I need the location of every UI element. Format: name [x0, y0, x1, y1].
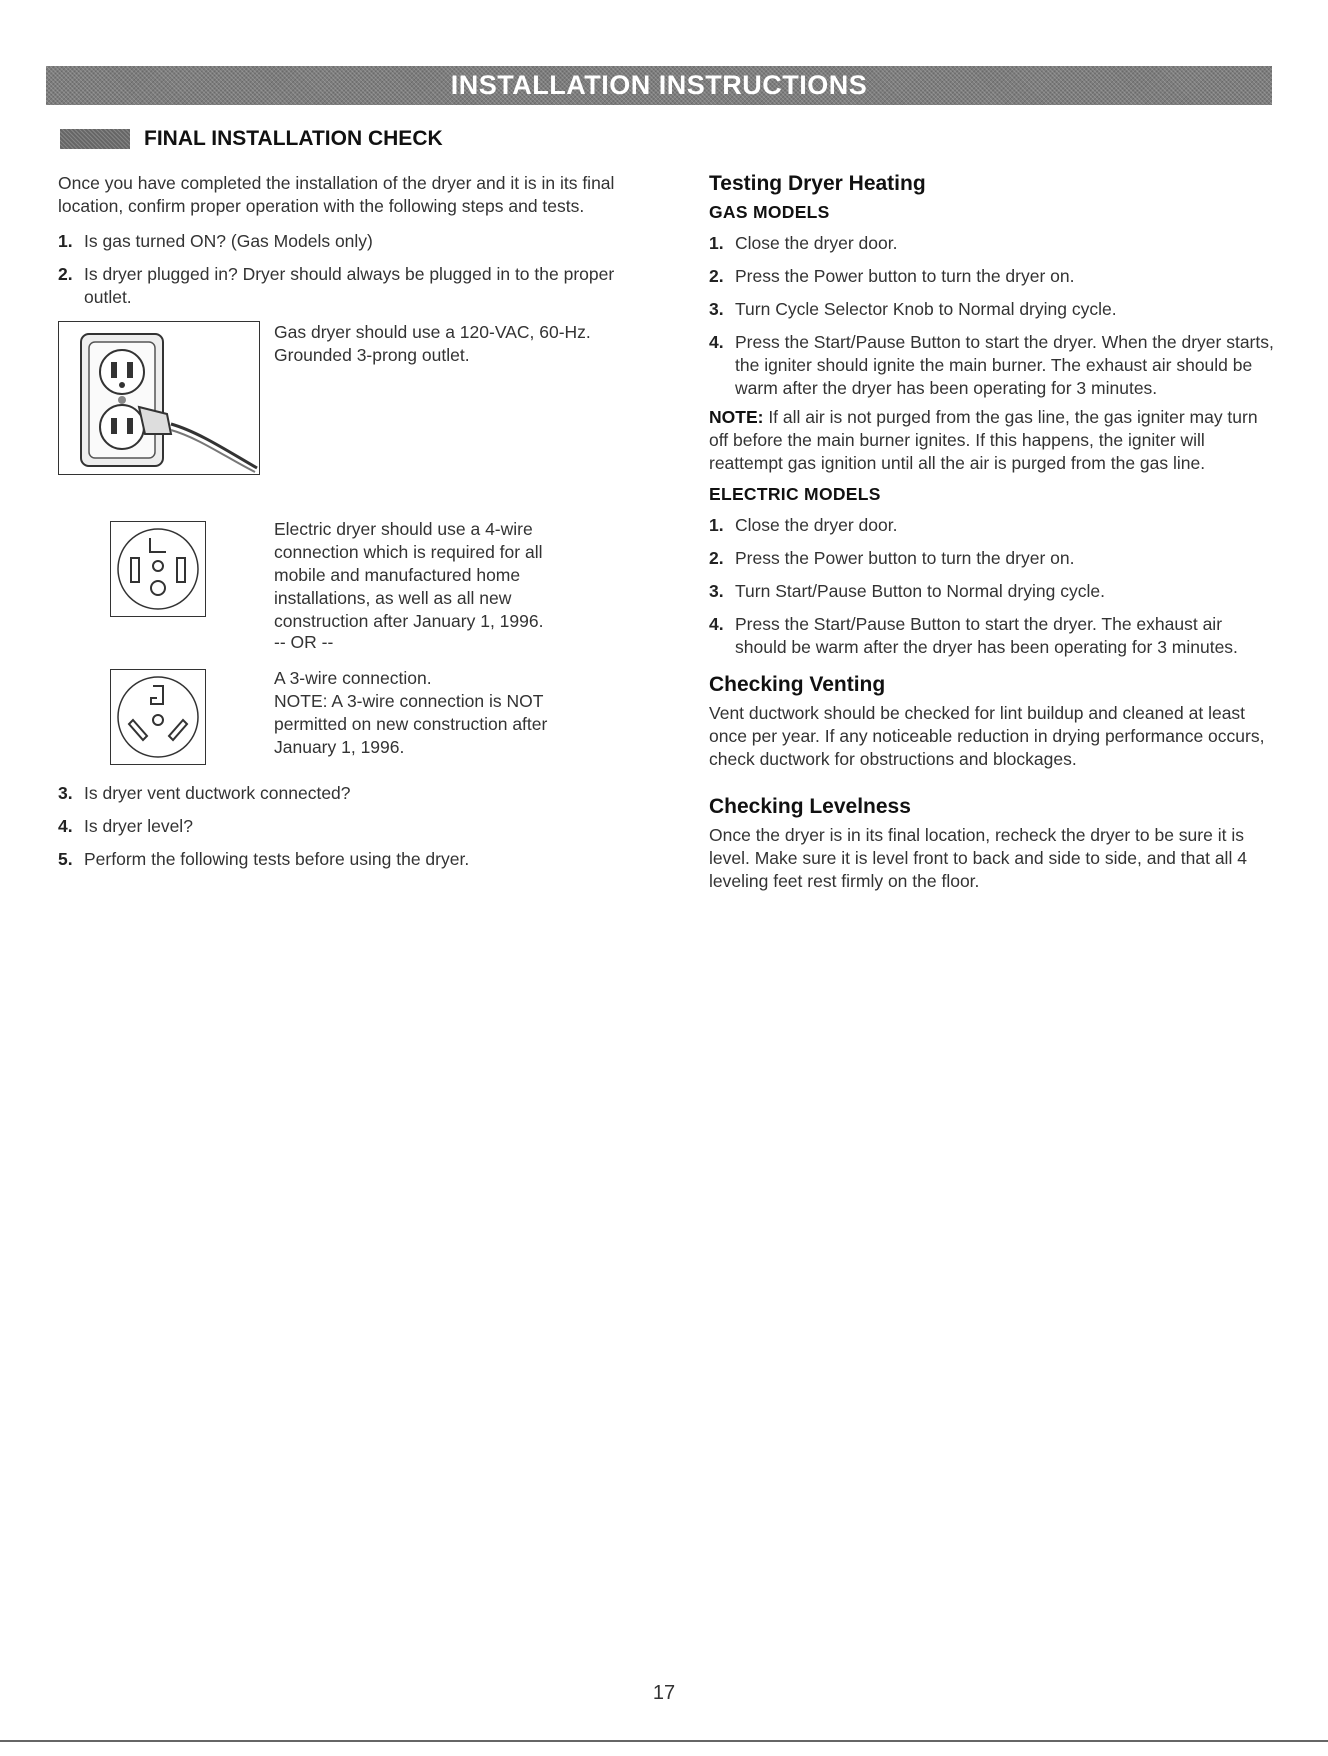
step-number: 1. [58, 231, 73, 251]
three-wire-receptacle-illustration [110, 669, 206, 765]
list-item [709, 232, 1274, 255]
list-item [709, 265, 1274, 288]
note-text: If all air is not purged from the gas line, the gas igniter may turn off before the main burner ignites. If this happens, the igniter will reattempt gas ignition until all the air is purged from the gas line. [709, 407, 1258, 473]
note-label: NOTE: [709, 407, 764, 427]
step-text: Close the dryer door. [735, 233, 898, 253]
gas-models-title: GAS MODELS [709, 202, 830, 222]
electric-3wire-block [274, 667, 584, 759]
list-item [58, 263, 618, 309]
step-text: Is dryer plugged in? Dryer should always be plugged in to the proper outlet. [84, 264, 615, 307]
gas-steps [709, 232, 1274, 400]
list-item [709, 547, 1274, 570]
checking-levelness-title: Checking Levelness [709, 795, 911, 818]
three-wire-receptacle-icon [111, 670, 205, 764]
step-text: Press the Start/Pause Button to start the dryer. The exhaust air should be warm after the dryer has been operating for 3 minutes. [735, 614, 1238, 657]
section-header [60, 127, 443, 151]
banner-title: INSTALLATION INSTRUCTIONS [450, 70, 868, 100]
section-title: FINAL INSTALLATION CHECK [144, 127, 443, 150]
bottom-rule [0, 1740, 1328, 1742]
electric-4wire-text: Electric dryer should use a 4-wire connection which is required for all mobile and manufactured home installations, as well as all new construction after January 1, 1996. [274, 519, 544, 631]
electric-models-title: ELECTRIC MODELS [709, 484, 881, 504]
list-item [58, 815, 618, 838]
checking-venting-title: Checking Venting [709, 673, 886, 696]
step-text: Is dryer level? [84, 816, 193, 836]
step-number: 2. [709, 266, 724, 286]
step-number: 4. [709, 614, 724, 634]
step-number: 5. [58, 849, 73, 869]
or-separator: -- OR -- [274, 632, 334, 652]
step-text: Press the Power button to turn the dryer on. [735, 266, 1075, 286]
step-number: 1. [709, 233, 724, 253]
step-number: 4. [58, 816, 73, 836]
four-wire-receptacle-illustration [110, 521, 206, 617]
list-item [58, 782, 618, 805]
step-number: 3. [709, 299, 724, 319]
list-item [709, 331, 1274, 400]
outlet-plug-icon [59, 322, 259, 474]
section-bar-decoration [60, 129, 130, 149]
four-wire-receptacle-icon [111, 522, 205, 616]
step-text: Turn Start/Pause Button to Normal drying cycle. [735, 581, 1105, 601]
electric-3wire-note: NOTE: A 3-wire connection is NOT permitted on new construction after January 1, 1996. [274, 691, 548, 757]
right-column [709, 172, 1274, 893]
left-column [58, 172, 618, 881]
electric-steps [709, 514, 1274, 659]
step-number: 3. [58, 783, 73, 803]
gas-note [709, 406, 1274, 475]
page-number: 17 [652, 1682, 676, 1704]
testing-heating-title: Testing Dryer Heating [709, 172, 926, 195]
step-text: Is gas turned ON? (Gas Models only) [84, 231, 373, 251]
outlet-figures [58, 321, 618, 756]
step-number: 2. [709, 548, 724, 568]
step-text: Press the Start/Pause Button to start the dryer. When the dryer starts, the igniter should ignite the main burner. The exhaust air should be warm after the dryer has been operating for 3 minutes. [735, 332, 1274, 398]
step-number: 4. [709, 332, 724, 352]
list-item [58, 848, 618, 871]
check-steps-a [58, 230, 618, 309]
step-text: Is dryer vent ductwork connected? [84, 783, 351, 803]
checking-venting-text: Vent ductwork should be checked for lint buildup and cleaned at least once per year. If any noticeable reduction in drying performance occurs, check ductwork for obstructions and blockages. [709, 703, 1265, 769]
step-text: Turn Cycle Selector Knob to Normal drying cycle. [735, 299, 1117, 319]
list-item [709, 613, 1274, 659]
check-steps-b [58, 782, 618, 871]
list-item [709, 580, 1274, 603]
step-number: 1. [709, 515, 724, 535]
step-text: Close the dryer door. [735, 515, 898, 535]
list-item [709, 514, 1274, 537]
step-number: 2. [58, 264, 73, 284]
gas-outlet-text: Gas dryer should use a 120-VAC, 60-Hz. Grounded 3-prong outlet. [274, 322, 591, 365]
step-text: Press the Power button to turn the dryer on. [735, 548, 1075, 568]
three-prong-outlet-illustration [58, 321, 260, 475]
checking-levelness-text: Once the dryer is in its final location, recheck the dryer to be sure it is level. Make sure it is level front to back and side to side, and that all 4 leveling feet rest firmly on the floor. [709, 825, 1247, 891]
list-item [709, 298, 1274, 321]
intro-paragraph: Once you have completed the installation of the dryer and it is in its final location, confirm proper operation with the following steps and tests. [58, 173, 615, 216]
step-number: 3. [709, 581, 724, 601]
list-item [58, 230, 618, 253]
page-banner [46, 66, 1272, 105]
electric-3wire-text: A 3-wire connection. [274, 668, 432, 688]
step-text: Perform the following tests before using the dryer. [84, 849, 470, 869]
